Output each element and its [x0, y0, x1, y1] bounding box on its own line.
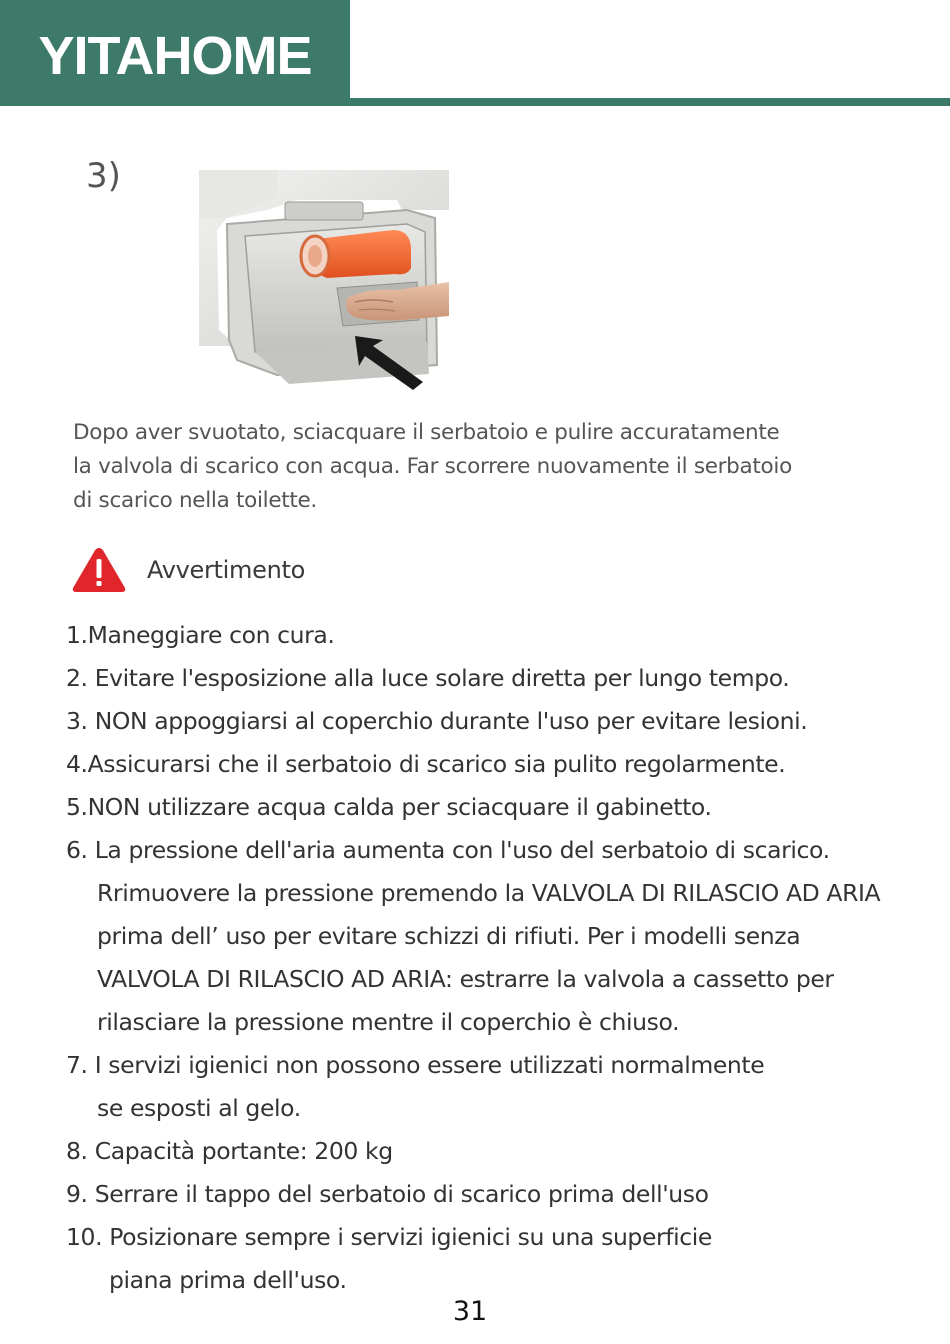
list-item-continuation: VALVOLA DI RILASCIO AD ARIA: estrarre la valvola a cassetto per: [97, 965, 834, 993]
warning-heading: [71, 546, 305, 594]
list-item: [66, 1044, 936, 1130]
description-line: Dopo aver svuotato, sciacquare il serbatoio e pulire accuratamente: [73, 420, 780, 445]
brand-header: [0, 0, 350, 106]
list-item-continuation: prima dell’ uso per evitare schizzi di rifiuti. Per i modelli senza: [97, 922, 801, 950]
list-item-text: 3. NON appoggiarsi al coperchio durante l'uso per evitare lesioni.: [66, 707, 808, 735]
description-line: la valvola di scarico con acqua. Far scorrere nuovamente il serbatoio: [73, 454, 792, 479]
list-item-text: 2. Evitare l'esposizione alla luce solare diretta per lungo tempo.: [66, 664, 790, 692]
list-item-text: 10. Posizionare sempre i servizi igienici su una superficie: [66, 1223, 712, 1251]
list-item-text: 4.Assicurarsi che il serbatoio di scarico sia pulito regolarmente.: [66, 750, 786, 778]
brand-logo-text: YITAHOME: [38, 26, 312, 86]
description-line: di scarico nella toilette.: [73, 488, 317, 513]
list-item-text: 6. La pressione dell'aria aumenta con l'uso del serbatoio di scarico.: [66, 836, 830, 864]
list-item-continuation: piana prima dell'uso.: [109, 1266, 347, 1294]
list-item: [66, 1130, 936, 1173]
warning-list: [66, 614, 936, 1302]
list-item: [66, 1216, 936, 1302]
header-rule: [350, 98, 950, 106]
warning-title: Avvertimento: [147, 556, 305, 584]
step-description: [73, 416, 873, 518]
list-item-text: 9. Serrare il tappo del serbatoio di scarico prima dell'uso: [66, 1180, 709, 1208]
tank-cleaning-photo: [197, 170, 449, 392]
list-item-text: 7. I servizi igienici non possono essere utilizzati normalmente: [66, 1051, 765, 1079]
list-item: [66, 1173, 936, 1216]
step-number: 3): [86, 156, 121, 196]
list-item-continuation: se esposti al gelo.: [97, 1094, 301, 1122]
list-item-text: 8. Capacità portante: 200 kg: [66, 1137, 393, 1165]
list-item: [66, 700, 936, 743]
list-item-continuation: rilasciare la pressione mentre il coperchio è chiuso.: [97, 1008, 680, 1036]
page-number: 31: [452, 1296, 488, 1327]
list-item-continuation: Rrimuovere la pressione premendo la VALVOLA DI RILASCIO AD ARIA: [97, 879, 881, 907]
list-item: [66, 786, 936, 829]
list-item-text: 5.NON utilizzare acqua calda per sciacquare il gabinetto.: [66, 793, 712, 821]
list-item: [66, 829, 936, 1044]
list-item: [66, 743, 936, 786]
list-item: [66, 614, 936, 657]
list-item: [66, 657, 936, 700]
warning-triangle-icon: [71, 546, 127, 594]
list-item-text: 1.Maneggiare con cura.: [66, 621, 335, 649]
